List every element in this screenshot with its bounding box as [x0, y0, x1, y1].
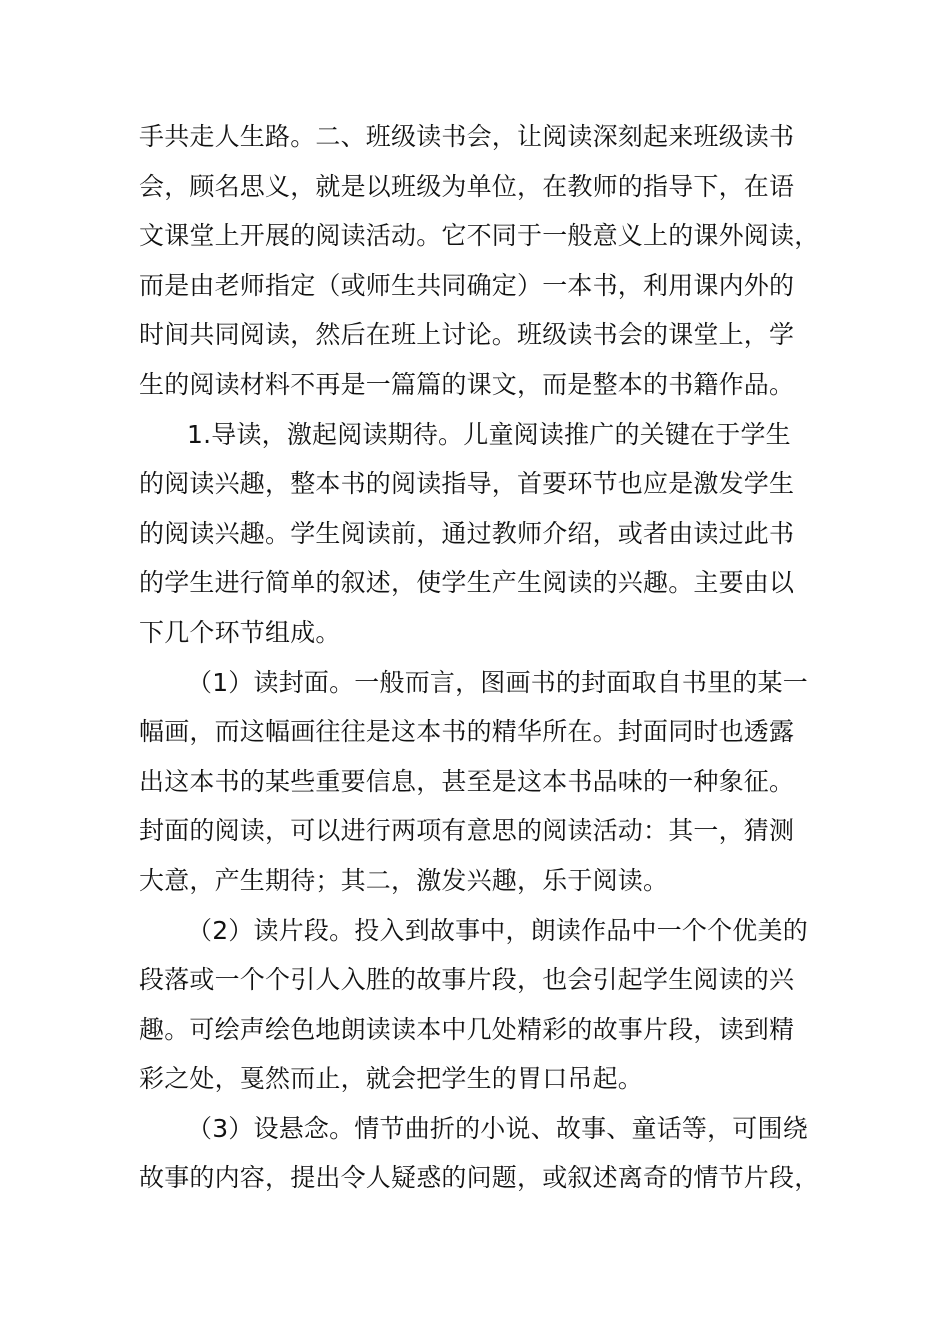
document-body — [139, 112, 819, 1203]
text-line: 会，顾名思义，就是以班级为单位，在教师的指导下，在语 — [139, 171, 795, 201]
text-line: 时间共同阅读，然后在班上讨论。班级读书会的课堂上，学 — [139, 320, 795, 350]
text-line: 的学生进行简单的叙述，使学生产生阅读的兴趣。主要由以 — [139, 568, 795, 598]
text-line: 故事的内容，提出令人疑惑的问题，或叙述离奇的情节片段， — [139, 1163, 820, 1193]
paragraph-start-line: （3）设悬念。情节曲折的小说、故事、童话等，可围绕 — [187, 1113, 808, 1143]
paragraph-start-line: （2）读片段。投入到故事中，朗读作品中一个个优美的 — [187, 915, 808, 945]
paragraph-start-line: （1）读封面。一般而言，图画书的封面取自书里的某一 — [187, 667, 808, 697]
text-line: 下几个环节组成。 — [139, 617, 341, 647]
text-line: 封面的阅读，可以进行两项有意思的阅读活动：其一，猜测 — [139, 816, 795, 846]
text-line: 出这本书的某些重要信息，甚至是这本书品味的一种象征。 — [139, 766, 795, 796]
text-line: 而是由老师指定（或师生共同确定）一本书，利用课内外的 — [139, 270, 795, 300]
text-line: 大意，产生期待；其二，激发兴趣，乐于阅读。 — [139, 865, 669, 895]
text-line: 彩之处，戛然而止，就会把学生的胃口吊起。 — [139, 1064, 644, 1094]
text-line: 生的阅读材料不再是一篇篇的课文，而是整本的书籍作品。 — [139, 369, 795, 399]
text-line: 的阅读兴趣。学生阅读前，通过教师介绍，或者由读过此书 — [139, 518, 795, 548]
text-line: 手共走人生路。二、班级读书会，让阅读深刻起来班级读书 — [139, 122, 795, 151]
text-line: 的阅读兴趣，整本书的阅读指导，首要环节也应是激发学生 — [139, 469, 795, 499]
text-line: 段落或一个个引人入胜的故事片段，也会引起学生阅读的兴 — [139, 965, 795, 995]
paragraph-start-line: 1.导读，激起阅读期待。儿童阅读推广的关键在于学生 — [187, 419, 791, 449]
text-line: 趣。可绘声绘色地朗读读本中几处精彩的故事片段，读到精 — [139, 1014, 795, 1044]
text-line: 文课堂上开展的阅读活动。它不同于一般意义上的课外阅读， — [139, 221, 820, 251]
text-line: 幅画，而这幅画往往是这本书的精华所在。封面同时也透露 — [139, 717, 795, 747]
